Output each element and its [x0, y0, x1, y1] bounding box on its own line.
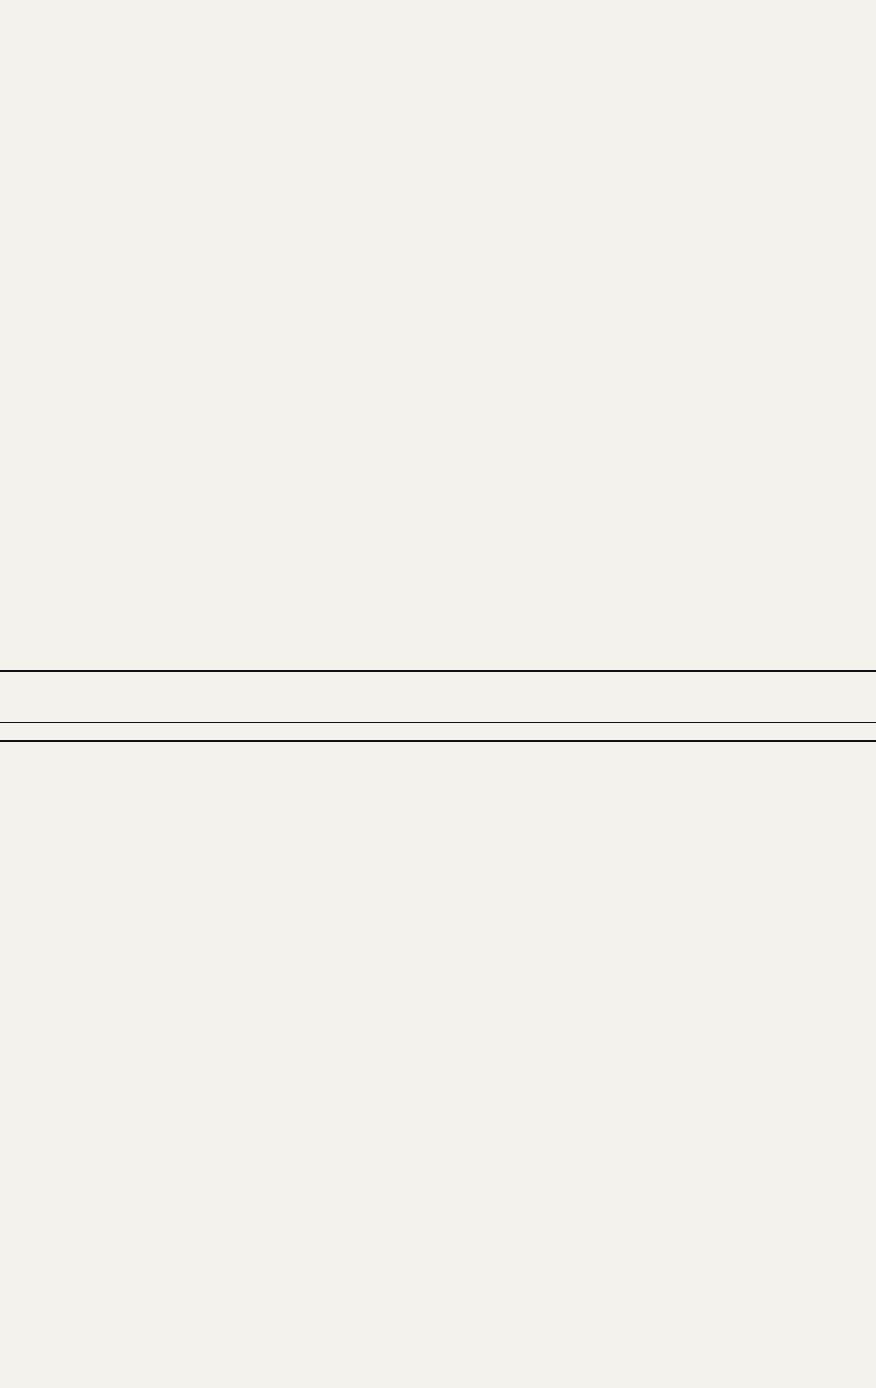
banner-deadline: [0, 722, 876, 737]
service-guide-section: [0, 746, 876, 1388]
home-service-guide-banner: [0, 670, 876, 742]
banner-title: [0, 672, 876, 722]
help-wanted-section: [0, 20, 876, 664]
page-runner: [0, 4, 876, 18]
